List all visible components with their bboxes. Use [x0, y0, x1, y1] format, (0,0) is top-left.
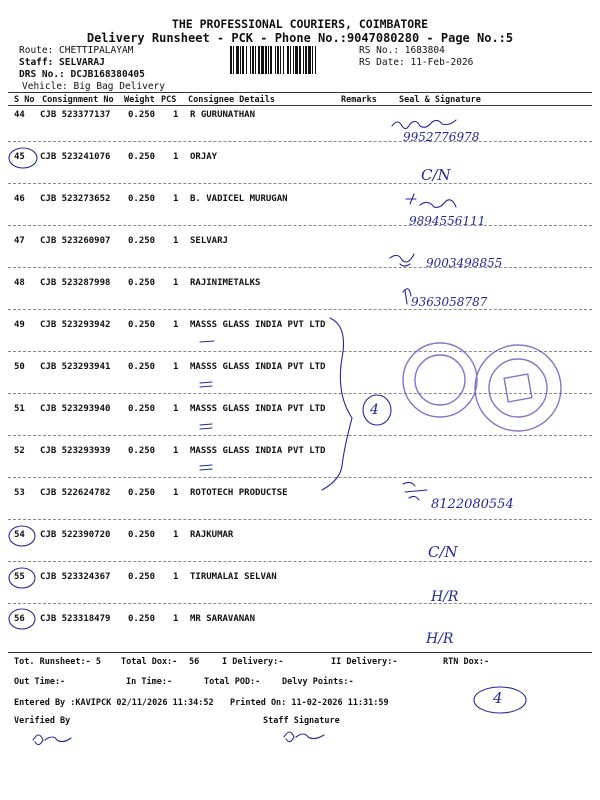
header-top-rule — [8, 92, 592, 93]
row-weight: 0.250 — [128, 614, 156, 624]
row-weight: 0.250 — [128, 194, 156, 204]
row-separator — [8, 603, 592, 604]
tot-runsheet: Tot. Runsheet:- 5 — [14, 657, 101, 667]
row-weight: 0.250 — [128, 110, 156, 120]
barcode-bar — [287, 46, 289, 74]
col-remarks: Remarks — [341, 95, 377, 105]
barcode-bar — [293, 46, 294, 74]
barcode-bar — [258, 46, 260, 74]
bracket-count: 4 — [370, 402, 379, 418]
drs-number — [19, 69, 145, 80]
row-consignment: CJB 523318479 — [40, 614, 111, 624]
route-label: Route: CHETTIPALAYAM — [19, 45, 134, 56]
page-count: 4 — [493, 689, 503, 707]
row55-hr: H/R — [431, 589, 459, 605]
barcode-bar — [308, 46, 311, 74]
row-separator — [8, 435, 592, 436]
row-consignment: CJB 523287998 — [40, 278, 111, 288]
company-title: THE PROFESSIONAL COURIERS, COIMBATORE — [171, 17, 429, 31]
table-row — [0, 278, 600, 320]
rs-number: RS No.: 1683804 — [359, 45, 445, 56]
row-sno: 48 — [14, 278, 25, 288]
barcode-bar — [261, 46, 264, 74]
barcode-bar — [277, 46, 279, 74]
barcode-bar — [290, 46, 291, 74]
row47-phone: 9003498855 — [426, 256, 503, 270]
row-consignment: CJB 522624782 — [40, 488, 111, 498]
col-consignee: Consignee Details — [188, 95, 275, 105]
table-row — [0, 572, 600, 614]
barcode-bar — [283, 46, 284, 74]
table-row — [0, 530, 600, 572]
row44-phone: 9952776978 — [403, 130, 480, 144]
in-time: In Time:- — [126, 677, 173, 687]
runsheet-subtitle: Delivery Runsheet - PCK - Phone No.:9047080280 - Page No.:5 — [86, 31, 514, 45]
row-consignment: CJB 523377137 — [40, 110, 111, 120]
row-separator — [8, 477, 592, 478]
row-consignee: MASSS GLASS INDIA PVT LTD — [190, 404, 326, 414]
col-sno: S No — [14, 95, 35, 105]
row-weight: 0.250 — [128, 236, 156, 246]
row-weight: 0.250 — [128, 404, 156, 414]
row-sno: 56 — [14, 614, 25, 624]
row-weight: 0.250 — [128, 488, 156, 498]
i-delivery: I Delivery:- — [222, 657, 284, 667]
row-consignee: TIRUMALAI SELVAN — [190, 572, 277, 582]
barcode-bar — [230, 46, 232, 74]
row-consignment: CJB 523293939 — [40, 446, 111, 456]
printed-on: Printed On: 11-02-2026 11:31:59 — [230, 698, 389, 708]
row-sno: 54 — [14, 530, 25, 540]
row-consignee: B. VADICEL MURUGAN — [190, 194, 288, 204]
barcode-bar — [299, 46, 301, 74]
barcode-bar — [242, 46, 244, 74]
row-consignment: CJB 523273652 — [40, 194, 111, 204]
row-weight: 0.250 — [128, 362, 156, 372]
row48-phone: 9363058787 — [411, 295, 488, 309]
col-pcs: PCS — [161, 95, 177, 105]
barcode-bar — [255, 46, 256, 74]
row-pcs: 1 — [173, 572, 179, 582]
table-row — [0, 110, 600, 152]
barcode-bar — [303, 46, 304, 74]
barcode-bar — [265, 46, 267, 74]
barcode-bar — [233, 46, 234, 74]
row54-cn: C/N — [428, 543, 458, 561]
row-sno: 45 — [14, 152, 25, 162]
col-seal-signature: Seal & Signature — [399, 95, 481, 105]
row-pcs: 1 — [173, 362, 179, 372]
verified-signature-icon — [33, 735, 71, 745]
drs-label: DRS No.: — [19, 69, 65, 80]
entered-by: Entered By :KAVIPCK 02/11/2026 11:34:52 — [14, 698, 214, 708]
total-dox-label: Total Dox:- — [121, 657, 178, 667]
row-consignment: CJB 523293940 — [40, 404, 111, 414]
row-consignee: ROTOTECH PRODUCTSE — [190, 488, 288, 498]
row-consignee: MASSS GLASS INDIA PVT LTD — [190, 320, 326, 330]
table-row — [0, 320, 600, 362]
row-pcs: 1 — [173, 530, 179, 540]
out-time: Out Time:- — [14, 677, 66, 687]
row-consignee: RAJKUMAR — [190, 530, 234, 540]
row-consignee: MASSS GLASS INDIA PVT LTD — [190, 362, 326, 372]
barcode-bar — [236, 46, 239, 74]
ii-delivery: II Delivery:- — [331, 657, 398, 667]
row-weight: 0.250 — [128, 278, 156, 288]
row-consignment: CJB 522390720 — [40, 530, 111, 540]
row-sno: 49 — [14, 320, 25, 330]
row-consignee: MASSS GLASS INDIA PVT LTD — [190, 446, 326, 456]
row-consignment: CJB 523293941 — [40, 362, 111, 372]
table-row — [0, 404, 600, 446]
row-separator — [8, 351, 592, 352]
delvy-points: Delvy Points:- — [282, 677, 354, 687]
barcode-bar — [252, 46, 254, 74]
row53-phone: 8122080554 — [431, 497, 514, 512]
table-row — [0, 614, 600, 656]
barcode-bar — [312, 46, 313, 74]
col-weight: Weight — [124, 95, 155, 105]
col-consignment: Consignment No — [42, 95, 114, 105]
row-pcs: 1 — [173, 614, 179, 624]
barcode-bar — [305, 46, 307, 74]
row-pcs: 1 — [173, 446, 179, 456]
rs-date: RS Date: 11-Feb-2026 — [359, 57, 474, 68]
row56-hr: H/R — [426, 631, 454, 647]
row-separator — [8, 309, 592, 310]
row-weight: 0.250 — [128, 572, 156, 582]
barcode-bar — [240, 46, 241, 74]
total-pod: Total POD:- — [204, 677, 261, 687]
row-sno: 47 — [14, 236, 25, 246]
table-row — [0, 446, 600, 488]
row-separator — [8, 393, 592, 394]
row-sno: 44 — [14, 110, 25, 120]
row-sno: 55 — [14, 572, 25, 582]
verified-by: Verified By — [14, 716, 71, 726]
row-separator — [8, 141, 592, 142]
barcode — [229, 46, 356, 74]
barcode-bar — [268, 46, 269, 74]
row-sno: 50 — [14, 362, 25, 372]
barcode-bar — [295, 46, 298, 74]
barcode-bar — [250, 46, 251, 74]
staff-signature: Staff Signature — [263, 716, 340, 726]
drs-value: DCJB168380405 — [70, 69, 145, 80]
row45-cn: C/N — [421, 166, 451, 184]
row-consignment: CJB 523293942 — [40, 320, 111, 330]
row-consignee: R GURUNATHAN — [190, 110, 256, 120]
barcode-bar — [275, 46, 276, 74]
row-weight: 0.250 — [128, 152, 156, 162]
total-dox-value: 56 — [189, 657, 200, 667]
row-separator — [8, 519, 592, 520]
staff-label: Staff: SELVARAJ — [19, 57, 105, 68]
row-sno: 51 — [14, 404, 25, 414]
vehicle-label: Vehicle: Big Bag Delivery — [22, 81, 165, 92]
row-pcs: 1 — [173, 152, 179, 162]
row-weight: 0.250 — [128, 320, 156, 330]
row-pcs: 1 — [173, 236, 179, 246]
table-end-rule — [8, 652, 592, 653]
table-row — [0, 236, 600, 278]
table-row — [0, 152, 600, 194]
row-separator — [8, 225, 592, 226]
row-consignment: CJB 523260907 — [40, 236, 111, 246]
row-separator — [8, 267, 592, 268]
table-row — [0, 362, 600, 404]
row-consignee: RAJINIMETALKS — [190, 278, 261, 288]
table-row — [0, 194, 600, 236]
row-sno: 52 — [14, 446, 25, 456]
row-consignee: SELVARJ — [190, 236, 228, 246]
row-pcs: 1 — [173, 110, 179, 120]
row-pcs: 1 — [173, 194, 179, 204]
staff-signature-scribble-icon — [284, 732, 324, 742]
barcode-bar — [246, 46, 247, 74]
row46-phone: 9894556111 — [409, 214, 486, 228]
barcode-bar — [270, 46, 272, 74]
row-weight: 0.250 — [128, 446, 156, 456]
row-pcs: 1 — [173, 488, 179, 498]
row-pcs: 1 — [173, 278, 179, 288]
rtn-dox: RTN Dox:- — [443, 657, 490, 667]
row-consignee: MR SARAVANAN — [190, 614, 256, 624]
row-consignment: CJB 523241076 — [40, 152, 111, 162]
row-consignee: ORJAY — [190, 152, 218, 162]
row-pcs: 1 — [173, 320, 179, 330]
row-separator — [8, 561, 592, 562]
barcode-bar — [315, 46, 316, 74]
header-bottom-rule — [8, 105, 592, 106]
row-sno: 53 — [14, 488, 25, 498]
row-consignment: CJB 523324367 — [40, 572, 111, 582]
barcode-bar — [280, 46, 281, 74]
row-separator — [8, 183, 592, 184]
row-weight: 0.250 — [128, 530, 156, 540]
row-sno: 46 — [14, 194, 25, 204]
row-pcs: 1 — [173, 404, 179, 414]
